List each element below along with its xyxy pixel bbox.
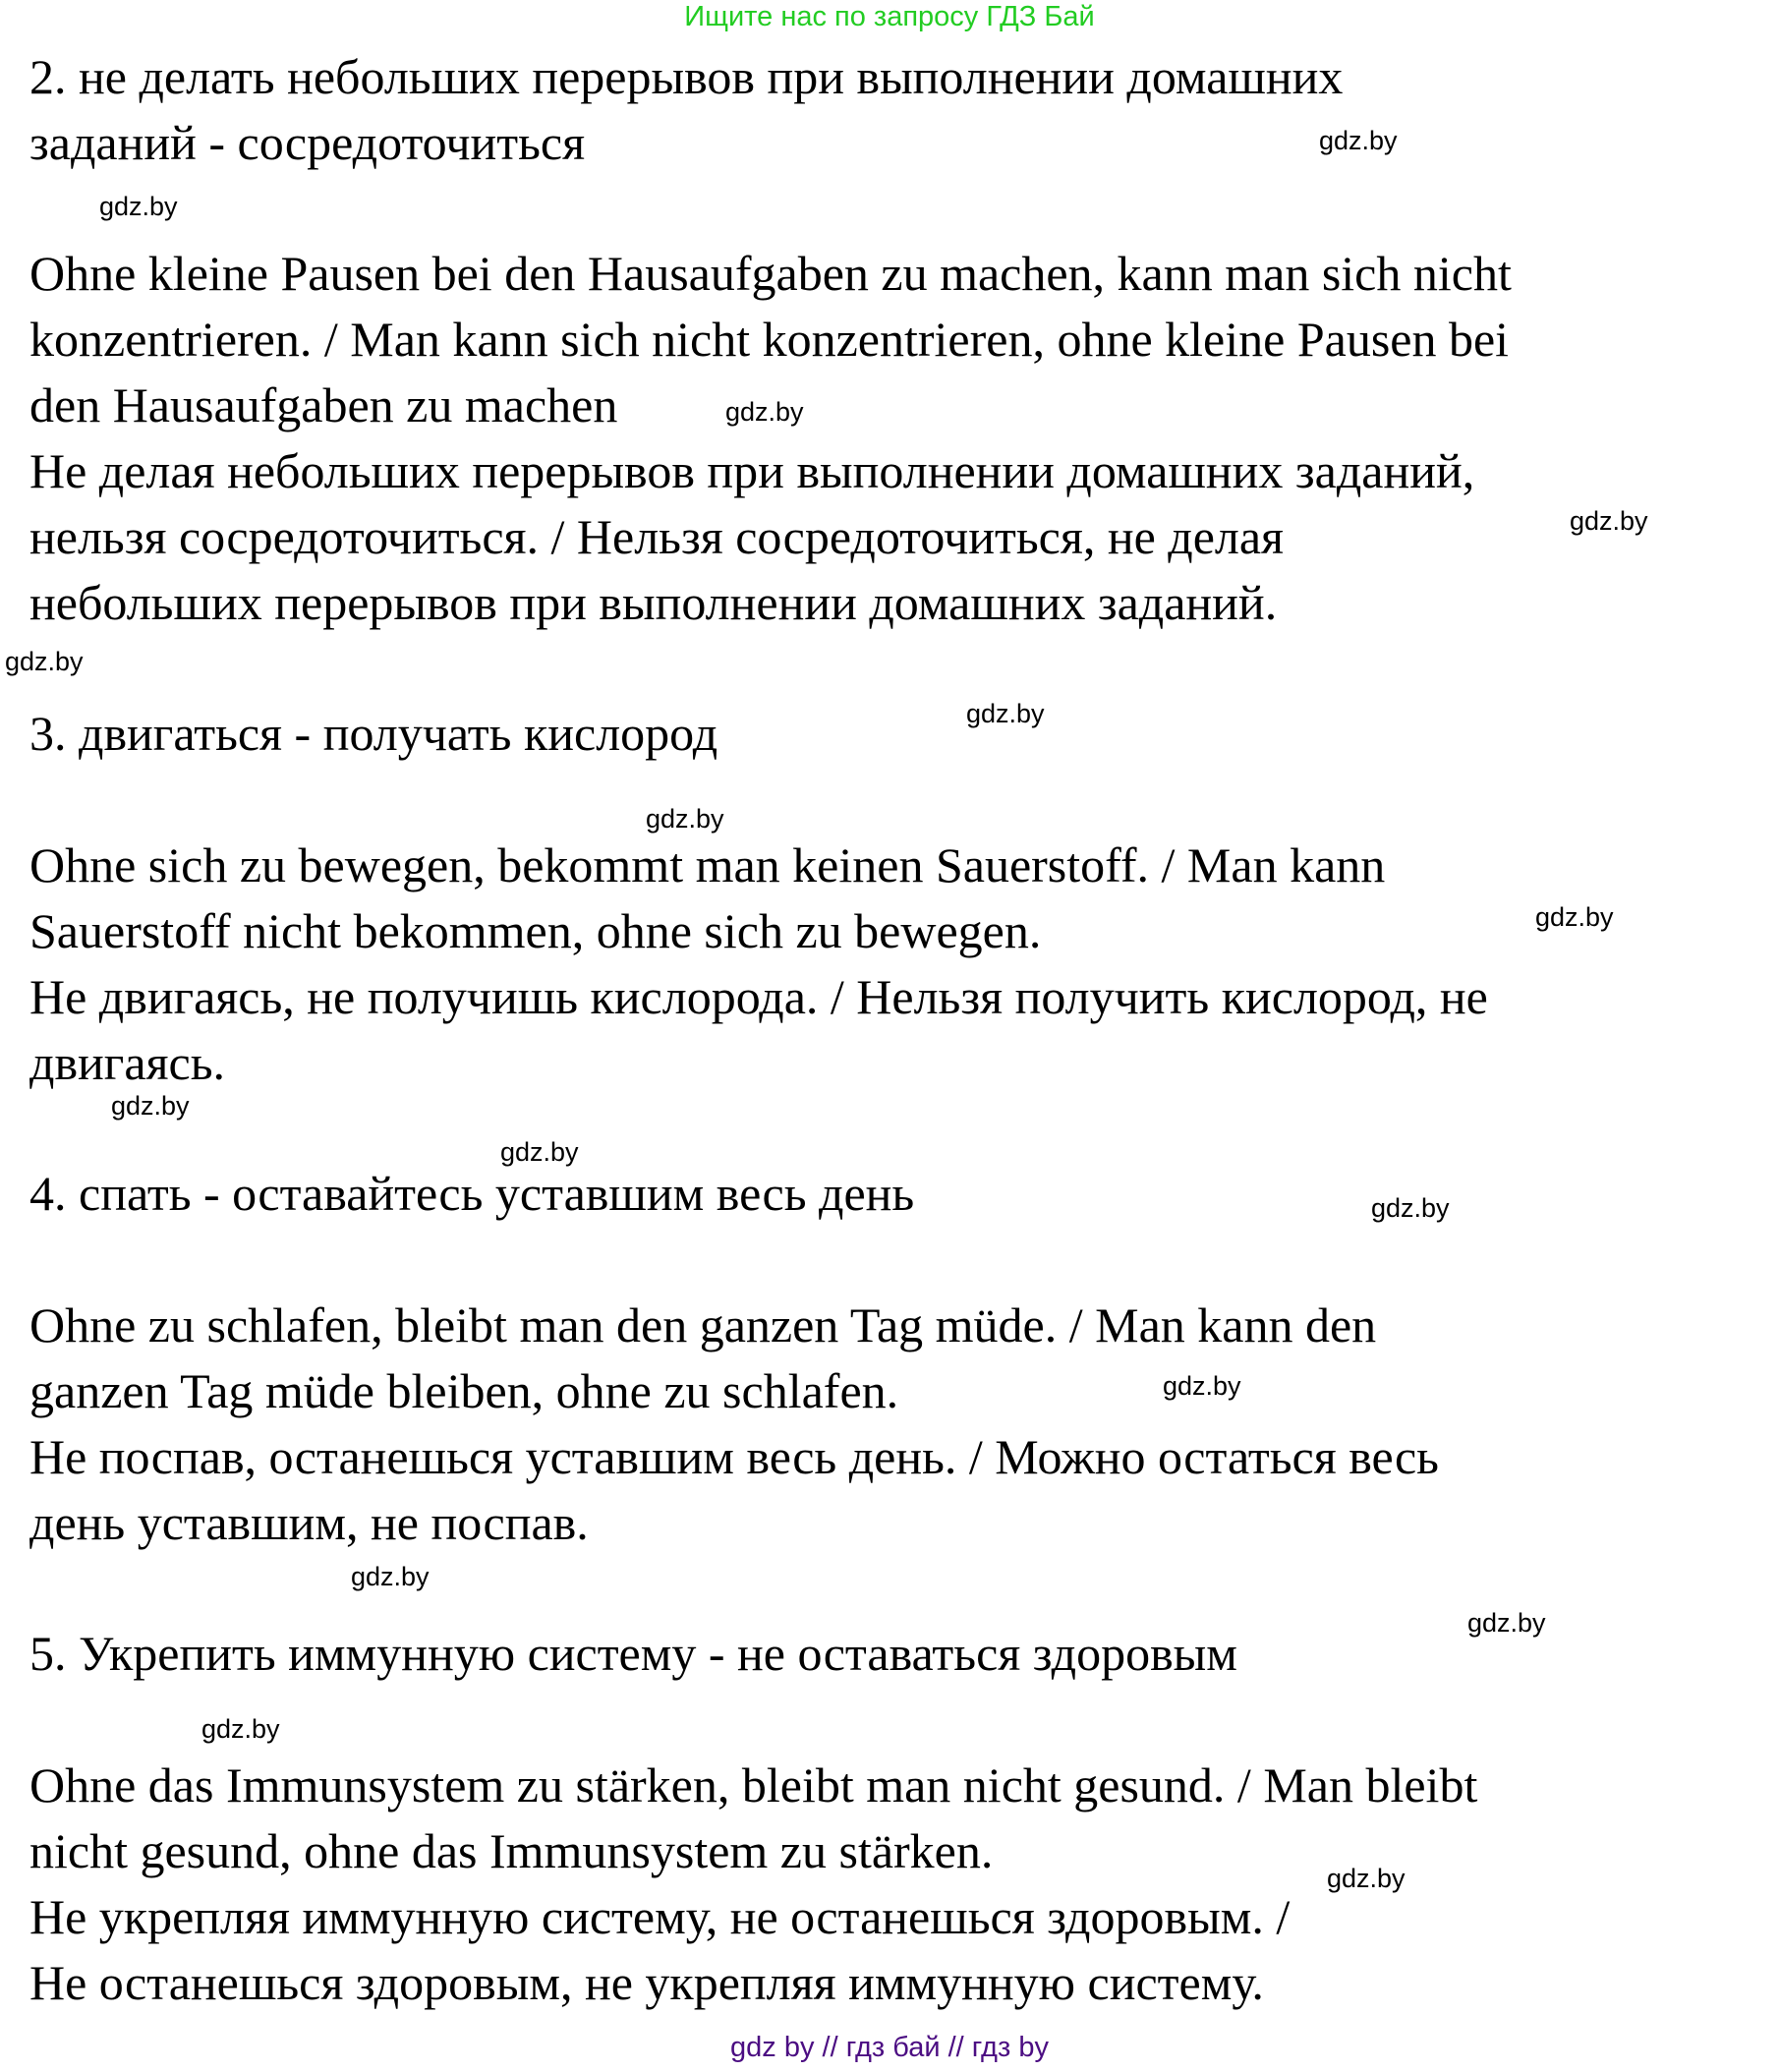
item-2-title-line-2: заданий - сосредоточиться xyxy=(29,115,586,170)
item-3-german-line-2: Sauerstoff nicht bekommen, ohne sich zu bewegen. xyxy=(29,903,1042,958)
item-2-title-line-1: 2. не делать небольших перерывов при выполнении домашних xyxy=(29,49,1344,104)
watermark: gdz.by xyxy=(201,1714,280,1744)
watermark: gdz.by xyxy=(99,192,178,221)
watermark: gdz.by xyxy=(1467,1608,1546,1638)
watermark: gdz.by xyxy=(1535,902,1614,932)
item-3-russian-line-2: двигаясь. xyxy=(29,1035,225,1090)
item-5-russian-line-2: Не останешься здоровым, не укрепляя иммунную систему. xyxy=(29,1955,1264,2010)
item-4-russian-line-2: день уставшим, не поспав. xyxy=(29,1495,589,1550)
item-4-russian-line-1: Не поспав, останешься уставшим весь день. / Можно остаться весь xyxy=(29,1429,1439,1484)
watermark: gdz.by xyxy=(1319,126,1398,155)
site-footer: gdz by // гдз бай // гдз by xyxy=(730,2032,1049,2063)
watermark: gdz.by xyxy=(646,804,724,834)
watermark: gdz.by xyxy=(1163,1371,1241,1401)
watermark: gdz.by xyxy=(966,699,1045,728)
item-2-russian-line-2: нельзя сосредоточиться. / Нельзя сосредоточиться, не делая xyxy=(29,509,1285,564)
watermark: gdz.by xyxy=(500,1137,579,1167)
watermark: gdz.by xyxy=(351,1562,430,1591)
item-3-russian-line-1: Не двигаясь, не получишь кислорода. / Нельзя получить кислород, не xyxy=(29,969,1488,1024)
watermark: gdz.by xyxy=(1570,506,1648,536)
item-5-german-line-2: nicht gesund, ohne das Immunsystem zu stärken. xyxy=(29,1823,994,1878)
watermark: gdz.by xyxy=(5,647,84,676)
watermark: gdz.by xyxy=(1327,1864,1406,1893)
item-2-russian-line-1: Не делая небольших перерывов при выполнении домашних заданий, xyxy=(29,443,1475,498)
item-4-german-line-2: ganzen Tag müde bleiben, ohne zu schlafen. xyxy=(29,1363,899,1418)
item-2-german-line-3: den Hausaufgaben zu machen xyxy=(29,377,618,432)
item-5-russian-line-1: Не укрепляя иммунную систему, не останешься здоровым. / xyxy=(29,1889,1291,1944)
item-5-title: 5. Укрепить иммунную систему - не оставаться здоровым xyxy=(29,1626,1237,1681)
site-search-banner: Ищите нас по запросу ГДЗ Бай xyxy=(684,1,1095,32)
item-2-german-line-2: konzentrieren. / Man kann sich nicht konzentrieren, ohne kleine Pausen bei xyxy=(29,312,1510,367)
item-2-german-line-1: Ohne kleine Pausen bei den Hausaufgaben zu machen, kann man sich nicht xyxy=(29,246,1512,301)
watermark: gdz.by xyxy=(111,1091,190,1121)
item-3-title: 3. двигаться - получать кислород xyxy=(29,706,718,761)
watermark: gdz.by xyxy=(1371,1193,1450,1223)
item-4-title: 4. спать - оставайтесь уставшим весь день xyxy=(29,1166,915,1221)
watermark: gdz.by xyxy=(725,397,804,427)
item-3-german-line-1: Ohne sich zu bewegen, bekommt man keinen Sauerstoff. / Man kann xyxy=(29,837,1386,892)
item-2-russian-line-3: небольших перерывов при выполнении домашних заданий. xyxy=(29,575,1278,630)
item-5-german-line-1: Ohne das Immunsystem zu stärken, bleibt man nicht gesund. / Man bleibt xyxy=(29,1757,1478,1813)
item-4-german-line-1: Ohne zu schlafen, bleibt man den ganzen Tag müde. / Man kann den xyxy=(29,1297,1377,1353)
